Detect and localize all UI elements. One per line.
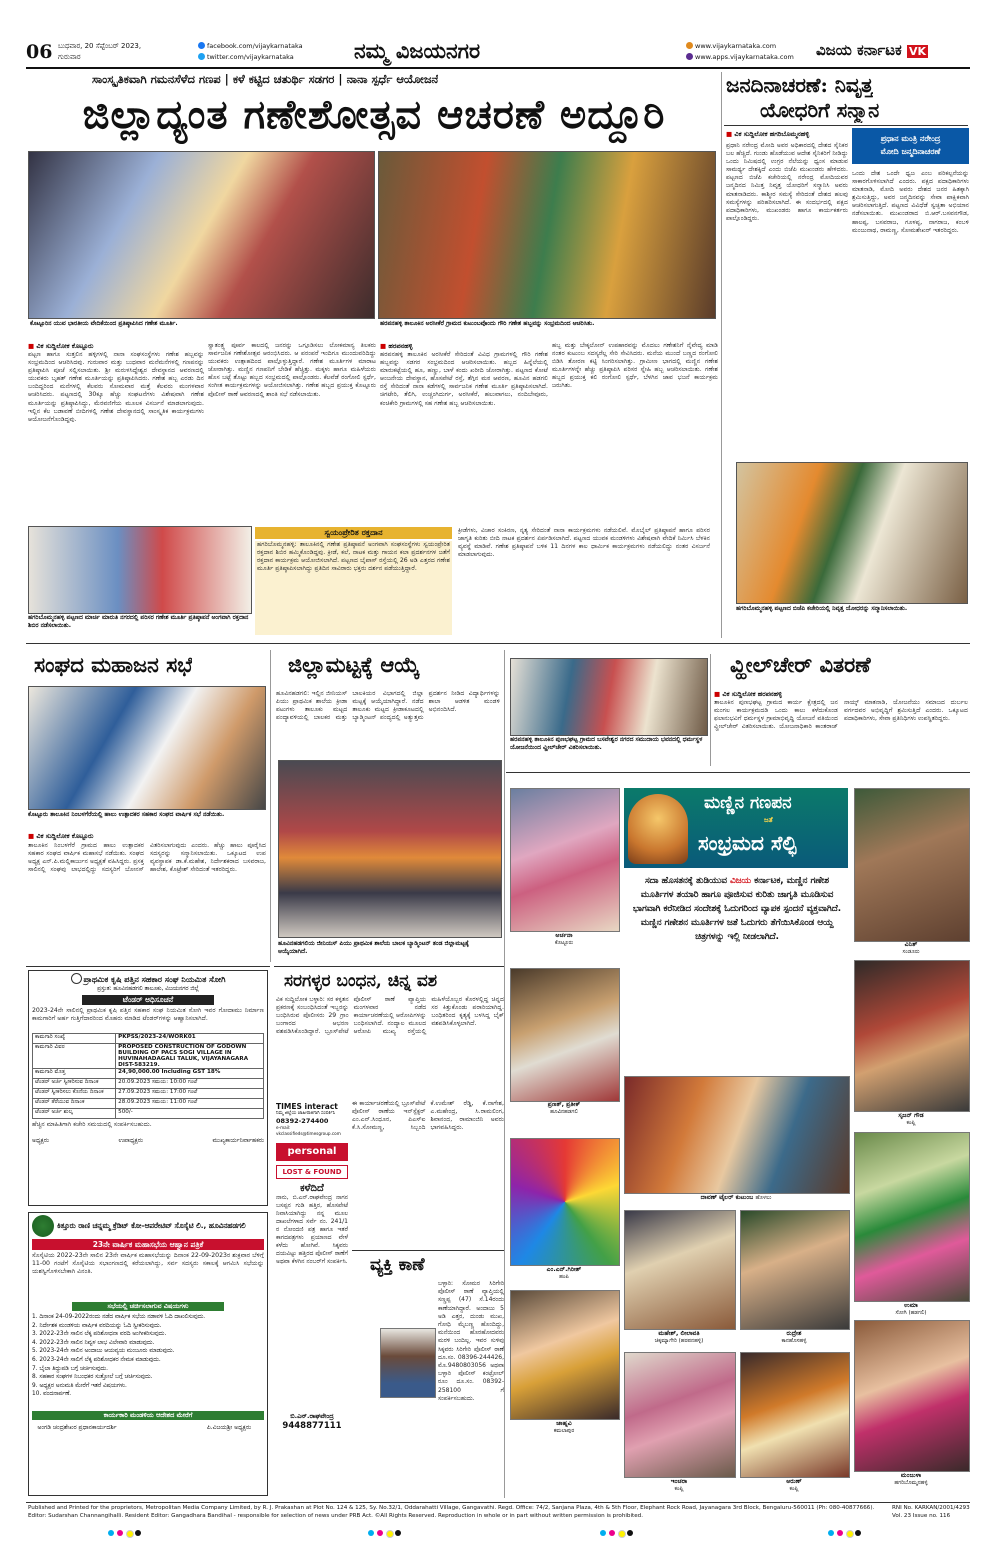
selfie-label-rudresh	[740, 1330, 848, 1345]
souharda-notice	[28, 1212, 268, 1496]
selfie-title-jate: ಜತೆ	[764, 816, 773, 824]
selfie-place: ಹೂವಿನಹಡಗಲಿ	[550, 1109, 578, 1115]
selfie-name: ದಾವಣ್ ಟೈಲರ್ ಕುಟುಂಬ	[700, 1194, 754, 1201]
masthead-rule	[26, 67, 970, 69]
lead-headline: ಜಿಲ್ಲಾದ್ಯಂತ ಗಣೇಶೋತ್ಸವ ಆಚರಣೆ ಅದ್ದೂರಿ	[82, 91, 666, 138]
column-rule-wheelchair	[710, 654, 711, 766]
twitter-url: twitter.com/vijaykarnataka	[207, 53, 294, 61]
selfie-label-uma	[854, 1302, 968, 1317]
missing-person-photo	[380, 1328, 436, 1398]
selfie-name: ರುದ್ರೇಶ	[786, 1330, 802, 1337]
cmyk-dot	[600, 1530, 606, 1536]
souharda-signatures	[32, 1424, 264, 1432]
selfie-photo-vinith	[854, 788, 970, 942]
selfie-photo-pranath	[510, 968, 620, 1102]
cmyk-dot	[108, 1530, 114, 1536]
rule-above-tender	[26, 966, 270, 967]
blood-donation-title: ಸ್ವಯಂಪ್ರೇರಿತ ರಕ್ತದಾನ	[324, 528, 383, 537]
cmyk-dot	[395, 1530, 401, 1536]
lead-body-4: ಹಬ್ಬ ಮತ್ತು ಬೇಕ್ಕಲೋನ್ ಉಪಹಾರವನ್ನು ಮೊದಲು ಗಣೇಶನಿಗೆ ನೈವೇದ್ಯ ಮಾಡಿ ನಂತರ ಕುಟುಂಬ ಸದಸ್ಯರೆಲ್ಲ ಸೇರಿ ಸೇವಿಸಿದರು. ಮನೆಯ ಮುಂದೆ ಬಣ್ಣದ ರಂಗೋಲಿ ಬಿಡಿಸಿ ತೋರಣ ಕಟ್ಟಿ ಸಿಂಗರಿಸಲಾಗಿತ್ತು. ಗ್ರಾಮೀಣ ಭಾಗದಲ್ಲಿ ಮಣ್ಣಿನ ಗಣೇಶ ಮೂರ್ತಿಗಳನ್ನೇ ಹೆಚ್ಚು ಪ್ರತಿಷ್ಠಾಪಿಸಿ ಪರಿಸರ ಸ್ನೇಹಿ ಹಬ್ಬ ಆಚರಿಸಲಾಯಿತು. ಗಣೇಶ ಹಬ್ಬದ ಪ್ರಯುಕ್ತ ಕಲಿ ರಂಗೋಲಿ ಸ್ಪರ್ಧೆ, ಬೆಳಗಿನ ಜಾವ ಭಜನೆ ಕಾರ್ಯಕ್ರಮ ಜರುಗಿತು.	[552, 342, 718, 390]
selfie-name: ಅರ್ಚನಾ	[555, 932, 573, 939]
facebook-url: facebook.com/vijaykarnataka	[207, 42, 303, 50]
selfie-label-mahesh	[624, 1330, 734, 1345]
selfie-photo-girish	[510, 1138, 620, 1266]
blood-donation-photo	[28, 526, 252, 614]
zilla-body: ಹೂವಿನಹಡಗಲಿ: ಇಲ್ಲಿನ ಜೀನಿಯಸ್ ಪಿಯು ಪ್ರಾಥಮಿಕ ಶಾಲೆಯ ಕ್ರೀಡಾ ಪಟುಗಳು ತಾಲೂಕು ಮಟ್ಟದ ಪಂದ್ಯಾವಳಿಯಲ್ಲಿ ಬಾಲಕರ ಮತ್ತು ಬಾಲಕಿಯರ ವಿಭಾಗದಲ್ಲಿ ಜಿಲ್ಲಾ ಮಟ್ಟಕ್ಕೆ ಆಯ್ಕೆಯಾಗಿದ್ದಾರೆ. ನಡೆದ ತಾಲೂಕು ಮಟ್ಟದ ಕ್ರೀಡಾಕೂಟದಲ್ಲಿ ಬ್ಯಾಡ್ಮಿಂಟನ್ ಪಂದ್ಯದಲ್ಲಿ ಅತ್ಯುತ್ತಮ ಪ್ರದರ್ಶನ ನೀಡಿದ ವಿದ್ಯಾರ್ಥಿಗಳನ್ನು ಶಾಲಾ ಆಡಳಿತ ಮಂಡಳಿ ಅಭಿನಂದಿಸಿದೆ.	[276, 690, 500, 722]
masthead	[26, 40, 970, 66]
website-link[interactable]	[686, 42, 776, 50]
tender-cell-value: 500/-	[116, 1109, 264, 1119]
missing-headline: ವ್ಯಕ್ತಿ ಕಾಣೆ	[370, 1255, 425, 1275]
souharda-intro: ಸೊಸೈಟಿಯ 2022-23ನೇ ಸಾಲಿನ 23ನೇ ವಾರ್ಷಿಕ ಮಹಾಸಭೆಯನ್ನು ದಿನಾಂಕ 22-09-2023ರ ಶುಕ್ರವಾರ ಬೆಳಿಗ್ಗೆ 11-00 ಗಂಟೆಗೆ ಸೊಸೈಟಿಯ ಸಭಾಂಗಣದಲ್ಲಿ ಕರೆಯಲಾಗಿದ್ದು, ಸರ್ವ ಸದಸ್ಯರು ಸಕಾಲಕ್ಕೆ ಆಗಮಿಸಿ ಸಭೆಯನ್ನು ಯಶಸ್ವಿಗೊಳಿಸಬೇಕಾಗಿ ವಿನಂತಿ.	[32, 1252, 264, 1276]
brand-tag: VK	[908, 45, 927, 58]
selfie-place: ಸಂಡೂರು	[902, 949, 920, 955]
selfie-name: ಉಮಾ	[904, 1302, 918, 1309]
tender-cell-value: 27.09.2023 ಸಮಯ: 17:00 ಗಂಟೆ	[116, 1089, 264, 1099]
lost-title: ಕಳೆದಿದೆ	[300, 1183, 324, 1194]
modi-box-line-2: ಮೋದಿ ಜನ್ಮದಿನಾಚರಣೆ	[880, 147, 941, 156]
souharda-org: ಕಿತ್ತೂರು ರಾಣಿ ಚನ್ನಮ್ಮ ಕ್ರೆಡಿಟ್ ಕೋ-ಆಪರೇಟಿವ್ ಸೊಸೈಟಿ ಲಿ., ಹೂವಿನಹಡಗಲಿ	[57, 1221, 246, 1230]
selfie-place: ಕಂಪ್ಲಿ	[789, 1486, 799, 1492]
tender-cell-value: PROPOSED CONSTRUCTION OF GODOWN BUILDING OF PACS SOGI VILLAGE IN HUVINAHADAGALI TALUK, VIJAYANAGARA DIST-583219.	[116, 1044, 264, 1069]
selfie-photo-mahesh	[624, 1210, 736, 1330]
right-headline-rule	[724, 125, 968, 126]
souharda-agenda-title: ಸಭೆಯಲ್ಲಿ ಚರ್ಚಿಸಲಾಗುವ ವಿಷಯಗಳು	[72, 1302, 224, 1311]
right-headline-l2: ಯೋಧರಿಗೆ ಸನ್ಮಾನ	[760, 98, 880, 122]
tender-cell-value: 24,90,000.00 Including GST 18%	[116, 1069, 264, 1079]
rule-above-missing	[352, 1250, 504, 1251]
twitter-link[interactable]	[198, 53, 294, 61]
selfie-label-archana	[510, 932, 618, 947]
modi-box-line-1: ಪ್ರಧಾನ ಮಂತ್ರಿ ನರೇಂದ್ರ	[880, 134, 941, 143]
selfie-place: ಸೋಗಿ (ಹಡಗಲಿ)	[895, 1310, 927, 1316]
tender-cell-value: 20.09.2023 ಸಮಯ: 10:00 ಗಂಟೆ	[116, 1079, 264, 1089]
lost-phone: 9448877111	[282, 1421, 342, 1431]
wheelchair-photo	[510, 658, 708, 736]
times-brand: TIMES interact	[276, 1102, 338, 1111]
lead-caption-left: ಕೊಟ್ಟೂರಿನ ಯುವ ಭಾರತೀಯ ವೇದಿಕೆಯಿಂದ ಪ್ರತಿಷ್ಠಾಪಿಸಿದ ಗಣೇಶ ಮೂರ್ತಿ.	[30, 320, 178, 327]
selfie-photo-jahnavi	[510, 1290, 620, 1420]
selfie-label-arun	[740, 1478, 848, 1493]
classifieds-panel	[276, 1102, 348, 1496]
footer-rule	[26, 1502, 970, 1503]
selfie-photo-manjula	[854, 1320, 970, 1472]
selfie-name: ಮಹೇಶ್, ಲೀಲಾವತಿ	[658, 1330, 700, 1337]
soldiers-felicitation-photo	[736, 462, 968, 604]
selfie-photo-arun	[740, 1352, 850, 1478]
tender-org	[32, 973, 264, 985]
times-phone: 08392-274400	[276, 1117, 329, 1125]
souharda-header	[32, 1215, 264, 1237]
selfie-photo-uma	[854, 1132, 970, 1302]
tender-cell-label: ಟೆಂಡರ್ ಸ್ವೀಕರಿಸಲು ಕೊನೆಯ ದಿನಾಂಕ	[33, 1089, 116, 1099]
apps-link[interactable]	[686, 53, 794, 61]
tender-cell-label: ಕಾಮಗಾರಿ ಸಂಖ್ಯೆ	[33, 1034, 116, 1044]
selfie-photo-srujan	[854, 960, 970, 1112]
lost-found-header: LOST & FOUND	[276, 1165, 348, 1179]
cmyk-dot	[618, 1530, 626, 1538]
tender-org-name: ಪ್ರಾಥಮಿಕ ಕೃಷಿ ಪತ್ತಿನ ಸಹಕಾರ ಸಂಘ ನಿಯಮಿತ ಸೋಗಿ	[83, 975, 226, 984]
blood-donation-box	[255, 527, 710, 637]
selfie-name: ಎಂ.ಎನ್.ಗಿರೀಶ್	[546, 1266, 582, 1273]
selfie-photo-rudresh	[740, 1210, 850, 1330]
selfie-photo-davan	[624, 1076, 850, 1194]
issue-date: ಬುಧವಾರ, 20 ಸೆಪ್ಟೆಂಬರ್ 2023,	[58, 42, 142, 50]
column-rule-sangha	[270, 650, 271, 962]
sangha-caption: ಕೊಟ್ಟೂರು ತಾಲೂಕಿನ ನಿಂಬಳಗೆರೆಯಲ್ಲಿ ಹಾಲು ಉತ್ಪಾದಕರ ಸಹಕಾರ ಸಂಘದ ವಾರ್ಷಿಕ ಸಭೆ ನಡೆಯಿತು.	[28, 811, 225, 818]
souharda-footer-band: ಕಾರ್ಯಕಾರಿ ಮಂಡಳಿಯ ಆದೇಶದ ಮೇರೆಗೆ	[32, 1411, 264, 1420]
ganesha-idol-graphic	[628, 794, 688, 864]
tender-cell-label: ಟೆಂಡರ್ ಅರ್ಜಿ ಸ್ವೀಕರಿಸುವ ದಿನಾಂಕ	[33, 1079, 116, 1089]
issue-day: ಗುರುವಾರ	[58, 53, 81, 61]
sangha-byline: ■ ವಿಕ ಸುದ್ದಿಲೋಕ ಕೊಟ್ಟೂರು	[28, 832, 93, 841]
cmyk-dot	[117, 1530, 123, 1536]
tender-cell-label: ಕಾಮಗಾರಿ ವಿವರ	[33, 1044, 116, 1069]
emblem-icon	[71, 973, 82, 984]
modi-box	[852, 128, 969, 164]
tender-sign-3: ಮುಖ್ಯಕಾರ್ಯನಿರ್ವಾಹಕರು	[212, 1137, 264, 1145]
personal-header: personal	[276, 1143, 348, 1161]
selfie-place: ಕಾನಹೊಸಹಳ್ಳಿ	[781, 1338, 807, 1344]
souharda-sign-2: ಪಿ.ವಿಜಯಶ್ರೀ ಅಧ್ಯಕ್ಷರು	[206, 1424, 252, 1431]
selfie-name: ಇಂಚರಾ	[670, 1478, 688, 1485]
selfie-photo-archana	[510, 788, 620, 932]
footer-editor: Editor: Sudarshan Channangihalli. Resident Editor: Gangadhara Bandihal - responsible for selection of news under PRB Act. ©All Rights Reserved. Reproduction in whole or in part without written permission is prohibited.	[28, 1513, 644, 1519]
section-title: ನಮ್ಮ ವಿಜಯನಗರ	[354, 38, 481, 63]
lost-body: ನಾನು, ಬಿ.ಎನ್.ರಾಘವೇಂದ್ರ ನಾಗನ ಬಸಪ್ಪನ ಗುಡಿ ಹತ್ತಿರ, ಹೊಸಪೇಟೆ ನಿವಾಸಿಯಾಗಿದ್ದು ನನ್ನ ಮೂಲ ದಾಖಲೆಗಳಾದ ಸರ್ವೆ ನಂ. 241/1 ರ ನೋಂದಣಿ ಪತ್ರ ಹಾಗೂ ಇತರೆ ಕಾಗದಪತ್ರಗಳು ಪ್ರಯಾಣದ ವೇಳೆ ಕಳೆದು ಹೋಗಿವೆ. ಸಿಕ್ಕವರು ದಯವಿಟ್ಟು ಹತ್ತಿರದ ಪೊಲೀಸ್ ಠಾಣೆಗೆ ಅಥವಾ ಕೆಳಗಿನ ನಂಬರ್‌ಗೆ ಸಂಪರ್ಕಿಸಿ.	[276, 1194, 348, 1265]
selfie-description	[628, 874, 846, 944]
selfie-place: ಕಂಪ್ಲಿ	[906, 1120, 916, 1126]
tender-sign-1: ಅಧ್ಯಕ್ಷರು	[32, 1137, 49, 1145]
selfie-label-manjula	[854, 1472, 968, 1487]
selfie-name: ಜಾಹ್ನವಿ	[556, 1420, 572, 1427]
right-byline: ■ ವಿಕ ಸುದ್ದಿಲೋಕ ಹಗರಿಬೊಮ್ಮನಹಳ್ಳಿ	[726, 130, 848, 139]
souharda-agenda-list	[32, 1313, 264, 1409]
tender-cell-label: ಟೆಂಡರ್ ತೆರೆಯುವ ದಿನಾಂಕ	[33, 1099, 116, 1109]
selfie-name: ವಿನಿತ್	[904, 941, 918, 948]
website-url: www.vijaykarnataka.com	[695, 42, 777, 50]
tender-notice-title: ಟೆಂಡರ್ ಅಧಿಸೂಚನೆ	[82, 995, 214, 1005]
selfie-label-inchara	[624, 1478, 734, 1493]
column-rule-right	[721, 72, 722, 638]
family-photo-arasikere	[378, 151, 716, 319]
agenda-item: 6. 2023-24ನೇ ಸಾಲಿಗೆ ಲೆಕ್ಕ ಪರಿಶೋಧಕರ ನೇಮಕ ಮಾಡುವುದು.	[32, 1356, 161, 1363]
sangha-photo	[28, 686, 266, 810]
tender-sign-2: ಉಪಾಧ್ಯಕ್ಷರು	[118, 1137, 144, 1145]
lead-kicker: ಸಾಂಸ್ಕೃತಿಕವಾಗಿ ಗಮನಸೆಳೆದ ಗಣಪ | ಕಳೆ ಕಟ್ಟಿದ ಚತುರ್ಥಿ ಸಡಗರ | ನಾನಾ ಸ್ಪರ್ಧೆ ಆಯೋಜನೆ	[92, 72, 439, 86]
facebook-icon	[198, 42, 205, 49]
tender-row	[33, 1079, 264, 1089]
apps-url: www.apps.vijaykarnataka.com	[695, 53, 794, 61]
tender-signatures	[32, 1137, 264, 1145]
lead-byline-1: ■ ವಿಕ ಸುದ್ದಿಲೋಕ ಕೊಟ್ಟೂರು	[28, 342, 204, 351]
sangha-headline: ಸಂಘದ ಮಹಾಜನ ಸಭೆ	[34, 652, 193, 677]
selfie-label-vinith	[854, 941, 968, 956]
footer-vol: Vol. 23 Issue no. 116	[892, 1513, 951, 1519]
lead-body-3: ಹರಪನಹಳ್ಳಿ ತಾಲೂಕಿನ ಅರಸೀಕೆರೆ ಸೇರಿದಂತೆ ವಿವಿಧ ಗ್ರಾಮಗಳಲ್ಲಿ ಗೌರಿ ಗಣೇಶ ಹಬ್ಬವನ್ನು ಸಡಗರ ಸಂಭ್ರಮದಿಂದ ಆಚರಿಸಲಾಯಿತು. ಹಬ್ಬದ ಹಿನ್ನೆಲೆಯಲ್ಲಿ ಮಾರುಕಟ್ಟೆಯಲ್ಲಿ ಹೂ, ಹಣ್ಣು, ಬಾಳೆ ಕಂದು ಖರೀದಿ ಜೋರಾಗಿತ್ತು. ಪಟ್ಟಣದ ಕೋಟೆ ಆಂಜನೇಯ ದೇವಸ್ಥಾನ, ಹೊಸಪೇಟೆ ರಸ್ತೆ, ತೆಗ್ಗಿನ ಮಠ ಆವರಣ, ಹೂವಿನ ಹಡಗಲಿ ರಸ್ತೆ ಸೇರಿದಂತೆ ನಾನಾ ಕಡೆಗಳಲ್ಲಿ ಸಾರ್ವಜನಿಕ ಗಣೇಶ ಮೂರ್ತಿ ಪ್ರತಿಷ್ಠಾಪಿಸಲಾಗಿದೆ. ಚಿಗಟೇರಿ, ತೆಲಿಗಿ, ಉಚ್ಚಂಗಿದುರ್ಗ, ಅರಸೀಕೆರೆ, ಹಲುವಾಗಲು, ನಂದಿಬೇವೂರು, ಕಂಚಿಕೇರಿ ಗ್ರಾಮಗಳಲ್ಲಿ ಸಹ ಗಣೇಶ ಹಬ್ಬ ಆಚರಿಸಲಾಯಿತು.	[380, 351, 548, 407]
tender-intro: 2023-24ನೇ ಸಾಲಿನಲ್ಲಿ ಪ್ರಾಥಮಿಕ ಕೃಷಿ ಪತ್ತಿನ ಸಹಕಾರ ಸಂಘ ನಿಯಮಿತ ಸೋಗಿ ಇವರ ಗೋದಾಮು ನಿರ್ಮಾಣ ಕಾಮಗಾರಿಗೆ ಅರ್ಹ ಗುತ್ತಿಗೆದಾರರಿಂದ ಮೊಹರು ಮಾಡಿದ ಟೆಂಡರ್‌ಗಳನ್ನು ಆಹ್ವಾನಿಸಲಾಗಿದೆ.	[32, 1007, 264, 1023]
souharda-logo-icon	[32, 1215, 54, 1237]
lost-name: ಬಿ.ಎನ್.ರಾಘವೇಂದ್ರ	[290, 1412, 334, 1420]
ganesha-photo-kotturu	[28, 151, 375, 319]
selfie-place: ಕಂಪ್ಲಿ	[674, 1486, 684, 1492]
agenda-item: 9. ಅಧ್ಯಕ್ಷರ ಅನುಮತಿ ಮೇರೆಗೆ ಇತರೆ ವಿಷಯಗಳು.	[32, 1382, 127, 1389]
lead-body-1: ಪಟ್ಟಣ ಹಾಗೂ ಸುತ್ತಲಿನ ಹಳ್ಳಿಗಳಲ್ಲಿ ನಾನಾ ಸಂಘಸಂಸ್ಥೆಗಳು ಗಣೇಶ ಹಬ್ಬವನ್ನು ಸಂಭ್ರಮದಿಂದ ಆಚರಿಸಿದವು. ಗುರುವಾರ ಮತ್ತು ಬುಧವಾರ ಮನೆಮನೆಗಳಲ್ಲಿ ಗಣಪನನ್ನು ಪ್ರತಿಷ್ಠಾಪಿಸಿ ಪೂಜೆ ಸಲ್ಲಿಸಲಾಯಿತು. ಶ್ರೀ ಮರುಳಸಿದ್ಧೇಶ್ವರ ದೇವಸ್ಥಾನದ ಆವರಣದಲ್ಲಿ ಯುವಕರು ಬೃಹತ್ ಗಣೇಶ ಮೂರ್ತಿಯನ್ನು ಪ್ರತಿಷ್ಠಾಪಿಸಿದರು. ಗಣೇಶ ಹಬ್ಬ ಎರಡು ದಿನ ಬಂದಿದ್ದರಿಂದ ಮನೆಗಳಲ್ಲಿ ಕೆಲವರು ಸೋಮವಾರ ಮತ್ತೆ ಕೆಲವರು ಮಂಗಳವಾರ ಆಚರಿಸಿದರು. ಪಟ್ಟಣದಲ್ಲಿ 30ಕ್ಕೂ ಹೆಚ್ಚು ಸಂಘಟನೆಗಳು ವಿಶೇಷವಾಗಿ ಗಣೇಶ ಮೂರ್ತಿಯನ್ನು ಪ್ರತಿಷ್ಠಾಪಿಸಿದ್ದು, ಮೆರವಣಿಗೆಯ ಮೂಲಕ ವಿಸರ್ಜನೆ ಮಾಡಲಾಗುವುದು. ಇಲ್ಲಿನ ಕೆಲ ಬಡಾವಣೆ ಬೀದಿಗಳಲ್ಲಿ ಗಣೇಶ ದೇವಸ್ಥಾನದಲ್ಲಿ ಸಾಂಸ್ಕೃತಿಕ ಕಾರ್ಯಕ್ರಮಗಳು ಆಯೋಜನೆಗೊಂಡಿದ್ದವು.	[28, 351, 204, 423]
agenda-item: 8. ಸಹಕಾರ ಸಂಘಗಳ ನಿಬಂಧಕರ ಸುತ್ತೋಲೆ ಬಗ್ಗೆ ಚರ್ಚಿಸುವುದು.	[32, 1374, 153, 1381]
tender-footer: ಹೆಚ್ಚಿನ ಮಾಹಿತಿಗಾಗಿ ಕಚೇರಿ ಸಮಯದಲ್ಲಿ ಸಂಪರ್ಕಿಸಬಹುದು.	[32, 1121, 152, 1128]
cmyk-dot	[828, 1530, 834, 1536]
lead-body-2: ಸ್ವಾತಂತ್ರ್ಯ ಪೂರ್ವ ಕಾಲದಲ್ಲಿ ಜನರನ್ನು ಒಗ್ಗೂಡಿಸಲು ಲೋಕಮಾನ್ಯ ತಿಲಕರು ಸಾರ್ವಜನಿಕ ಗಣೇಶೋತ್ಸವ ಆರಂಭಿಸಿದರು. ಆ ಪರಂಪರೆ ಇಂದಿಗೂ ಮುಂದುವರಿದಿದ್ದು ಯುವಕರು ಉತ್ಸಾಹದಿಂದ ಪಾಲ್ಗೊಳ್ಳುತ್ತಿದ್ದಾರೆ. ಗಣೇಶ ಮೂರ್ತಿಗಳ ಮಾರಾಟ ಜೋರಾಗಿತ್ತು. ಮಣ್ಣಿನ ಗಣಪನಿಗೆ ಬೇಡಿಕೆ ಹೆಚ್ಚಿತ್ತು. ಮಕ್ಕಳು ಹಾಗೂ ಮಹಿಳೆಯರು ಹೊಸ ಬಟ್ಟೆ ತೊಟ್ಟು ಹಬ್ಬದ ಸಂಭ್ರಮದಲ್ಲಿ ಪಾಲ್ಗೊಂಡರು. ಕೆಲವೆಡೆ ರಂಗೋಲಿ ಸ್ಪರ್ಧೆ, ಸಂಗೀತ ಕಾರ್ಯಕ್ರಮಗಳನ್ನು ಆಯೋಜಿಸಲಾಗಿತ್ತು. ಗಣೇಶ ಹಬ್ಬದ ಪ್ರಯುಕ್ತ ಕೊಟ್ಟೂರು ಪೊಲೀಸ್ ಠಾಣೆ ಆವರಣದಲ್ಲಿ ಶಾಂತಿ ಸಭೆ ನಡೆಸಲಾಯಿತು.	[208, 342, 376, 398]
tender-cell-label: ಟೆಂಡರ್ ಅರ್ಜಿ ಶುಲ್ಕ	[33, 1109, 116, 1119]
selfie-label-jahnavi	[510, 1420, 618, 1435]
sarakalla-headline: ಸರಗಳ್ಳರ ಬಂಧನ, ಚಿನ್ನ ವಶ	[284, 971, 438, 991]
footer-rni: RNI No. KARKAN/2001/4293	[892, 1505, 970, 1511]
agenda-item: 7. ಬೈಲಾ ತಿದ್ದುಪಡಿ ಬಗ್ಗೆ ಚರ್ಚಿಸುವುದು.	[32, 1365, 108, 1372]
times-sub: ನಿಮ್ಮ ಜಿಲ್ಲೆಯ ಜಾಹೀರಾತಿಗಾಗಿ ಸಂಪರ್ಕಿಸಿ	[276, 1111, 336, 1116]
selfie-label-srujan	[854, 1112, 968, 1127]
sarakalla-body-1: ವಿಕ ಸುದ್ದಿಲೋಕ ಬಳ್ಳಾರಿ: ಸರ ಕಳ್ಳತನ ಪ್ರಕರಣಕ್ಕೆ ಸಂಬಂಧಿಸಿದಂತೆ ಇಬ್ಬರನ್ನು ಬಂಧಿಸಿರುವ ಪೊಲೀಸರು 29 ಗ್ರಾಂ ಬಂಗಾರದ ಆಭರಣ ವಶಪಡಿಸಿಕೊಂಡಿದ್ದಾರೆ. ಬ್ರೂಸ್‌ಪೇಟೆ ಪೊಲೀಸ್ ಠಾಣೆ ವ್ಯಾಪ್ತಿಯ ಮಂಗಳವಾರ ನಡೆದ ಕಾರ್ಯಾಚರಣೆಯಲ್ಲಿ ಆರೋಪಿಗಳನ್ನು ಬಂಧಿಸಲಾಗಿದೆ. ನಂದ್ಯಾಲ ಮೂಲದ ಆರೋಪಿ ಮುಖ್ಯ ರಸ್ತೆಯಲ್ಲಿ ಮಹಿಳೆಯೊಬ್ಬರ ಕೊರಳಲ್ಲಿದ್ದ ಚಿನ್ನದ ಸರ ಕಿತ್ತುಕೊಂಡು ಪರಾರಿಯಾಗಿದ್ದ. ಬಂಧಿತರಿಂದ ಕೃತ್ಯಕ್ಕೆ ಬಳಸಿದ್ದ ಬೈಕ್ ವಶಪಡಿಸಿಕೊಳ್ಳಲಾಗಿದೆ.	[276, 996, 504, 1036]
blood-donation-body-2: ಕ್ರೀಡೆಗಳು, ವಿಚಾರ ಸಂಕಿರಣ, ನೃತ್ಯ ಸೇರಿದಂತೆ ನಾನಾ ಕಾರ್ಯಕ್ರಮಗಳು ನಡೆಯಲಿವೆ. ಮೊಬೈಲ್ ಪ್ರತಿಷ್ಠಾಪನೆ ಹಾಗೂ ಪರಿಸರ ಜಾಗೃತಿ ಕುರಿತು ಬೀದಿ ನಾಟಕ ಪ್ರದರ್ಶನ ಏರ್ಪಡಿಸಲಾಗಿದೆ. ಪಟ್ಟಣದ ಯುವಕ ಮಂಡಳಿಗಳು ವಿಶೇಷವಾಗಿ ವೇದಿಕೆ ನಿರ್ಮಿಸಿ ಬೆಳಕಿನ ವ್ಯವಸ್ಥೆ ಮಾಡಿವೆ. ಗಣೇಶ ಪ್ರತಿಷ್ಠಾಪನೆ ಬಳಿಕ 11 ದಿನಗಳ ಕಾಲ ಧಾರ್ಮಿಕ ಕಾರ್ಯಕ್ರಮಗಳು ನಡೆಯಲಿದ್ದು ನಂತರ ವಿಸರ್ಜನೆ ಮಾಡಲಾಗುವುದು.	[458, 527, 710, 559]
tender-row	[33, 1089, 264, 1099]
section-rule-1	[26, 643, 970, 644]
wheelchair-caption: ಹರಪನಹಳ್ಳಿ ತಾಲೂಕಿನ ಪುಣಭಘಟ್ಟ ಗ್ರಾಮದ ಬಸವೇಶ್ವರ ನಗರದ ಸಮುದಾಯ ಭವನದಲ್ಲಿ ಧರ್ಮಸ್ಥಳ ಯೋಜನೆಯಿಂದ ವ್ಹೀಲ್‌ಚೇರ್ ವಿತರಿಸಲಾಯಿತು.	[510, 736, 703, 751]
wheelchair-headline: ವ್ಹೀಲ್‌ಚೇರ್ ವಿತರಣೆ	[730, 652, 871, 677]
blood-donation-body-1: ಹಗರಿಬೊಮ್ಮನಹಳ್ಳಿ: ತಾಲೂಕಿನಲ್ಲಿ ಗಣೇಶ ಪ್ರತಿಷ್ಠಾಪನೆ ಅಂಗವಾಗಿ ಸಂಘಸಂಸ್ಥೆಗಳು ಸ್ವಯಂಪ್ರೇರಿತ ರಕ್ತದಾನ ಶಿಬಿರ ಹಮ್ಮಿಕೊಂಡಿದ್ದವು. ಕ್ರೀಡೆ, ಕಲೆ, ನಾಟಕ ಮತ್ತು ಗಾಯನ ಕಲಾ ಪ್ರದರ್ಶನಗಳ ಜತೆಗೆ ರಕ್ತದಾನ ಕಾರ್ಯಕ್ರಮ ಆಯೋಜಿಸಲಾಗಿದೆ. ಪಟ್ಟಣದ ಬೈಪಾಸ್ ರಸ್ತೆಯಲ್ಲಿ 26 ಅಡಿ ಎತ್ತರದ ಗಣೇಶ ಮೂರ್ತಿ ಪ್ರತಿಷ್ಠಾಪಿಸಲಾಗಿದ್ದು ಪ್ರತಿದಿನ ಸಾವಿರಾರು ಭಕ್ತರು ದರ್ಶನ ಪಡೆಯುತ್ತಿದ್ದಾರೆ.	[255, 541, 452, 635]
badminton-team-photo	[278, 760, 502, 938]
apps-icon	[686, 53, 693, 60]
tender-sub: ಪ್ರಸ್ತುತ: ಹೂವಿನಹಡಗಲಿ ತಾಲೂಕು, ವಿಜಯನಗರ ಜಿಲ್ಲೆ	[97, 986, 199, 992]
brand-name: ವಿಜಯ ಕರ್ನಾಟಕ	[816, 41, 902, 59]
tender-cell-label: ಕಾಮಗಾರಿ ಮೊತ್ತ	[33, 1069, 116, 1079]
selfie-title-2: ಸಂಭ್ರಮದ ಸೆಲ್ಫಿ	[698, 831, 797, 855]
selfie-label-pranath	[510, 1101, 618, 1116]
tender-row	[33, 1044, 264, 1069]
tender-cell-value: PKPSS/2023-24/WORK01	[116, 1034, 264, 1044]
tender-notice	[28, 970, 268, 1206]
cmyk-dot	[126, 1530, 134, 1538]
selfie-place: ಚಿಕ್ಕಮ್ಯಾಗೇರಿ (ಹರಪನಹಳ್ಳಿ)	[654, 1338, 704, 1344]
tender-cell-value: 28.09.2023 ಸಮಯ: 11:00 ಗಂಟೆ	[116, 1099, 264, 1109]
zilla-headline: ಜಿಲ್ಲಾಮಟ್ಟಕ್ಕೆ ಆಯ್ಕೆ	[288, 652, 420, 677]
rule-above-selfie	[506, 772, 970, 773]
cmyk-dot	[368, 1530, 374, 1536]
cmyk-dot	[386, 1530, 394, 1538]
cmyk-dot	[846, 1530, 854, 1538]
tender-row	[33, 1034, 264, 1044]
selfie-desc-rest: ಕರ್ನಾಟಕ, ಮಣ್ಣಿನ ಗಣೇಶ ಮೂರ್ತಿಗಳ ತಯಾರಿ ಹಾಗೂ ಪೂಜಿಸುವ ಕುರಿತು ಜಾಗೃತಿ ಮೂಡಿಸುವ ಭಾಗವಾಗಿ ಕರೆನೀಡಿದ ಸಂದೇಶಕ್ಕೆ ಓದುಗರಿಂದ ವ್ಯಾಪಕ ಸ್ಪಂದನೆ ವ್ಯಕ್ತವಾಗಿದೆ. ಮಣ್ಣಿನ ಗಣೇಶನ ಮೂರ್ತಿಗಳ ಜತೆ ಓದುಗರು ತೆಗೆಯಿಸಿಕೊಂಡ ಆಯ್ದ ಚಿತ್ರಗಳನ್ನು ಇಲ್ಲಿ ನೀಡಲಾಗಿದೆ.	[632, 876, 842, 942]
right-body-1: ಪ್ರಧಾನಿ ನರೇಂದ್ರ ಮೋದಿ ಅವರ ಅಧಿಕಾರದಲ್ಲಿ ದೇಶದ ಸೈನಿಕರ ಬಲ ಹೆಚ್ಚಿದೆ. ಗುಂಡು ಹೊಡೆಯುವ ಆದೇಶ ಸೈನಿಕರಿಗೆ ನೀಡಿದ್ದು ಒಂದು ನಿಮಿಷದಲ್ಲಿ ಉಗ್ರರ ನೆಲೆಯನ್ನು ಧ್ವಂಸ ಮಾಡುವ ಸಾಮರ್ಥ್ಯ ದೇಶಕ್ಕಿದೆ ಎಂದು ಬಿಜೆಪಿ ಮುಖಂಡರು ಹೇಳಿದರು. ಪಟ್ಟಣದ ಬಿಜೆಪಿ ಕಚೇರಿಯಲ್ಲಿ ನರೇಂದ್ರ ಮೋದಿಯವರ ಜನ್ಮದಿನದ ನಿಮಿತ್ತ ನಿವೃತ್ತ ಯೋಧರಿಗೆ ಸನ್ಮಾನಿಸಿ ಅವರು ಮಾತನಾಡಿದರು. ಕಾಶ್ಮೀರ ಸಮಸ್ಯೆ ಸೇರಿದಂತೆ ದೇಶದ ಹಲವು ಸಮಸ್ಯೆಗಳನ್ನು ಪರಿಹರಿಸಲಾಗಿದೆ. ಈ ಸಂದರ್ಭದಲ್ಲಿ ಪಕ್ಷದ ಪದಾಧಿಕಾರಿಗಳು, ಮುಖಂಡರು ಹಾಗೂ ಕಾರ್ಯಕರ್ತರು ಪಾಲ್ಗೊಂಡಿದ್ದರು.	[726, 142, 848, 222]
selfie-place: ಹಗರಿಬೊಮ್ಮನಹಳ್ಳಿ	[894, 1480, 928, 1486]
wheelchair-body: ತಾಲೂಕಿನ ಪುಣಭಘಟ್ಟ ಗ್ರಾಮದ ಕಾರ್ಯ ಕ್ಷೇತ್ರದಲ್ಲಿ ಜನ ಮಂಗಲ ಕಾರ್ಯಕ್ರಮದಡಿ ಒಂದು ಕಾಲು ಕಳೆದುಕೊಂಡ ಫಲಾನುಭವಿಗೆ ಧರ್ಮಸ್ಥಳ ಗ್ರಾಮಾಭಿವೃದ್ಧಿ ಯೋಜನೆ ವತಿಯಿಂದ ವ್ಹೀಲ್‌ಚೇರ್ ವಿತರಿಸಲಾಯಿತು. ಯೋಜನಾಧಿಕಾರಿ ಕಾಂತರಾಜ್ ನಾಯ್ಕ್ ಮಾತನಾಡಿ, ಯೋಜನೆಯು ಸಮಾಜದ ದುರ್ಬಲ ವರ್ಗದವರ ಅಭಿವೃದ್ಧಿಗೆ ಶ್ರಮಿಸುತ್ತಿದೆ ಎಂದರು. ಒಕ್ಕೂಟದ ಪದಾಧಿಕಾರಿಗಳು, ಸೇವಾ ಪ್ರತಿನಿಧಿಗಳು ಉಪಸ್ಥಿತರಿದ್ದರು.	[714, 699, 968, 731]
agenda-item: 2. ನಿರ್ದೇಶಕ ಮಂಡಳಿಯ ವಾರ್ಷಿಕ ವರದಿಯನ್ನು ಓದಿ ಸ್ವೀಕರಿಸುವುದು.	[32, 1322, 162, 1329]
cmyk-dot	[135, 1530, 141, 1536]
selfie-place: ಕೊಟ್ಟೂರು	[554, 940, 574, 946]
souharda-sign-1: ಅಂಗಡಿ ಚಂದ್ರಶೇಖರ ಪ್ರಧಾನಕಾರ್ಯದರ್ಶಿ	[37, 1424, 117, 1431]
selfie-place: ಹಂಪಿ	[559, 1274, 569, 1280]
brand-logo	[816, 41, 928, 59]
right-body-2: ಒಂದು ದೇಶ ಒಂದೇ ಧ್ವಜ ಎಂಬ ಪರಿಕಲ್ಪನೆಯನ್ನು ಸಾಕಾರಗೊಳಿಸಲಾಗಿದೆ ಎಂದರು. ಪಕ್ಷದ ಪದಾಧಿಕಾರಿಗಳು ಮಾತನಾಡಿ, ಮೋದಿ ಅವರು ದೇಶದ ಜನರ ಹಿತಕ್ಕಾಗಿ ಶ್ರಮಿಸುತ್ತಿದ್ದು, ಅವರ ಜನ್ಮದಿನವನ್ನು ಸೇವಾ ಪಾಕ್ಷಿಕವಾಗಿ ಆಚರಿಸಲಾಗುತ್ತಿದೆ. ಪಟ್ಟಣದ ವಿವಿಧೆಡೆ ಸ್ವಚ್ಛತಾ ಅಭಿಯಾನ ನಡೆಸಲಾಯಿತು. ಮುಖಂಡರಾದ ಬಿ.ಆರ್.ಬಸವನಗೌಡ, ಹಾಲಪ್ಪ, ಬಸವರಾಜ, ಗೂಳಪ್ಪ, ನಾಗರಾಜ, ಕಂಬಳಿ ಮಂಜುನಾಥ, ರಾಮಣ್ಣ, ಸೋಮಶೇಖರ್ ಇತರರಿದ್ದರು.	[852, 170, 969, 234]
cmyk-dot	[609, 1530, 615, 1536]
column-rule-feature	[504, 776, 505, 1498]
lead-caption-right: ಹರಪನಹಳ್ಳಿ ತಾಲೂಕಿನ ಅರಸೀಕೆರೆ ಗ್ರಾಮದ ಕುಟುಂಬವೊಂದು ಗೌರಿ ಗಣೇಶ ಹಬ್ಬವನ್ನು ಸಂಭ್ರಮದಿಂದ ಆಚರಿಸಿತು.	[380, 320, 595, 327]
agenda-item: 5. 2023-24ನೇ ಸಾಲಿನ ಅಂದಾಜು ಆಯವ್ಯಯ ಮಂಜೂರು ಮಾಡುವುದು.	[32, 1348, 175, 1355]
sangha-body: ತಾಲೂಕಿನ ನಿಂಬಳಗೆರೆ ಗ್ರಾಮದ ಹಾಲು ಉತ್ಪಾದಕರ ಸಹಕಾರ ಸಂಘದ ವಾರ್ಷಿಕ ಮಹಾಸಭೆ ನಡೆಯಿತು. ಸಂಘದ ಅಧ್ಯಕ್ಷ ಎನ್.ಪಿ.ಮಲ್ಲಿಕಾರ್ಜುನ ಅಧ್ಯಕ್ಷತೆ ವಹಿಸಿದ್ದರು. ಪ್ರಸಕ್ತ ಸಾಲಿನಲ್ಲಿ ಸಂಘವು ಲಾಭದಲ್ಲಿದ್ದು ಸದಸ್ಯರಿಗೆ ಬೋನಸ್ ವಿತರಿಸಲಾಗುವುದು ಎಂದರು. ಹೆಚ್ಚು ಹಾಲು ಪೂರೈಸಿದ ಸದಸ್ಯರನ್ನು ಸನ್ಮಾನಿಸಲಾಯಿತು. ಒಕ್ಕೂಟದ ಉಪ ವ್ಯವಸ್ಥಾಪಕ ಡಾ.ಕೆ.ಮಹೇಶ, ನಿರ್ದೇಶಕರಾದ ಬಸವರಾಜ, ಹಾಲೇಶ, ಕೊಟ್ರೇಶ್ ಸೇರಿದಂತೆ ಇತರರಿದ್ದರು.	[28, 842, 266, 874]
selfie-feature-panel	[624, 788, 848, 956]
sarakalla-body-2: ಈ ಕಾರ್ಯಾಚರಣೆಯಲ್ಲಿ ಬ್ರೂಸ್‌ಪೇಟೆ ಪೊಲೀಸ್ ಠಾಣೆಯ ಇನ್‌ಸ್ಪೆಕ್ಟರ್ ಎಂ.ಎನ್.ಸಿಂಧೂರ, ಪಿಎಸ್‌ಐ ಕೆ.ಸಿ.ಸೋಮಣ್ಣ, ಸಿಬ್ಬಂದಿ ಕೆ.ಉಮೇಶ್ ರೆಡ್ಡಿ, ಕೆ.ನಾಗೇಶ, ಎ.ಮಹೇಂದ್ರ, ಸಿ.ರಾಮಲಿಂಗ, ಶಿವಾನಂದ, ರಾಮಾಂಜಿನಿ ಅವರು ಭಾಗವಹಿಸಿದ್ದರು.	[352, 1100, 504, 1132]
selfie-label-girish	[510, 1266, 618, 1281]
cmyk-dot	[627, 1530, 633, 1536]
wheelchair-byline: ■ ವಿಕ ಸುದ್ದಿಲೋಕ ಹರಪನಹಳ್ಳಿ	[714, 690, 782, 699]
rule-above-sarakalla	[274, 966, 504, 967]
twitter-icon	[198, 53, 205, 60]
missing-body: ಬಳ್ಳಾರಿ: ಸೋಮರ ಸಿರಿಗೇರಿ ಪೊಲೀಸ್ ಠಾಣೆ ವ್ಯಾಪ್ತಿಯಲ್ಲಿ ಸಣ್ಣಪ್ಪ (47) ಸೆ.14ರಂದು ಕಾಣೆಯಾಗಿದ್ದಾರೆ. ಅಂದಾಜು 5 ಅಡಿ ಎತ್ತರ, ದುಂಡು ಮುಖ, ಗೋಧಿ ಮೈಬಣ್ಣ ಹೊಂದಿದ್ದು, ಮನೆಯಿಂದ ಹೊರಹೋದವರು ಮರಳಿ ಬಂದಿಲ್ಲ. ಇವರ ಸುಳಿವು ಸಿಕ್ಕವರು ಸಿರಿಗೇರಿ ಪೊಲೀಸ್ ಠಾಣೆ ದೂ.ಸಂ. 08396-244426, ಮೊ.9480803056 ಅಥವಾ ಬಳ್ಳಾರಿ ಪೊಲೀಸ್ ಕಂಟ್ರೋಲ್ ರೂಂ ದೂ.ಸಂ. 08392-258100 ಗೆ ಸಂಪರ್ಕಿಸಬಹುದು.	[438, 1280, 504, 1402]
blood-donation-caption: ಹಗರಿಬೊಮ್ಮನಹಳ್ಳಿ ಪಟ್ಟಣದ ಮಾರ್ಚಿ ಮಾರುತಿ ನಗರದಲ್ಲಿ ಪರಿಸರ ಗಣೇಶ ಮೂರ್ತಿ ಪ್ರತಿಷ್ಠಾಪನೆ ಅಂಗವಾಗಿ ರಕ್ತದಾನ ಶಿಬಿರ ನಡೆಸಲಾಯಿತು.	[28, 614, 249, 629]
selfie-name: ಪ್ರಣತ್, ಪ್ರತೀಕ್	[547, 1101, 581, 1108]
facebook-link[interactable]	[198, 42, 303, 50]
selfie-title-1: ಮಣ್ಣಿನ ಗಣಪನ	[704, 793, 792, 813]
selfie-place: ಹೊಳಲು	[755, 1195, 772, 1201]
right-caption: ಹಗರಿಬೊಮ್ಮನಹಳ್ಳಿ ಪಟ್ಟಣದ ಬಿಜೆಪಿ ಕಚೇರಿಯಲ್ಲಿ ನಿವೃತ್ತ ಯೋಧರನ್ನು ಸನ್ಮಾನಿಸಲಾಯಿತು.	[736, 605, 908, 612]
selfie-desc-pre: ಸದಾ ಹೊಸತನಕ್ಕೆ ತುಡಿಯುವ	[645, 876, 727, 886]
selfie-desc-brand: ವಿಜಯ	[729, 876, 751, 886]
footer-imprint: Published and Printed for the proprietors, Metropolitan Media Company Limited, by R. J. Prakashan at Plot No. 124 & 125, Sy. No.32/1, Oddarahatti Village, Gangavathi. Regd. Office: 74/2, Sanjana Plaza, 4th & 5th Floor, Elephant Rock Road, Jayanagara 3rd Block, Bengaluru-560011 (Ph: 080-40877666).	[28, 1505, 875, 1511]
lead-byline-2: ■ ಹರಪನಹಳ್ಳಿ	[380, 342, 413, 351]
times-email: e-mail: vkclassifieds@timesgroup.com	[276, 1125, 341, 1136]
agenda-item: 10. ವಂದನಾರ್ಪಣೆ.	[32, 1391, 72, 1398]
agenda-item: 1. ದಿನಾಂಕ 24-09-2022ರಂದು ನಡೆದ ವಾರ್ಷಿಕ ಸಭೆಯ ನಡಾವಳಿ ಓದಿ ದಾಖಲಿಸುವುದು.	[32, 1314, 206, 1320]
selfie-label-davan	[624, 1194, 848, 1202]
selfie-name: ಅರುಣ್	[786, 1478, 802, 1485]
agenda-item: 4. 2022-23ನೇ ಸಾಲಿನ ನಿವ್ವಳ ಲಾಭ ವಿಲೇವಾರಿ ಮಾಡುವುದು.	[32, 1339, 155, 1346]
times-interact-logo	[276, 1102, 348, 1111]
selfie-place: ಕಮಲಾಪುರ	[553, 1428, 575, 1434]
selfie-photo-inchara	[624, 1352, 736, 1478]
cmyk-dot	[837, 1530, 843, 1536]
tender-row	[33, 1069, 264, 1079]
tender-row	[33, 1109, 264, 1119]
page-number: 06	[26, 41, 53, 63]
zilla-caption: ಹೂವಿನಹಡಗಲಿಯ ಜೀನಿಯಸ್ ಪಿಯು ಪ್ರಾಥಮಿಕ ಶಾಲೆಯ ಬಾಲಕ ಬ್ಯಾಡ್ಮಿಂಟನ್ ತಂಡ ಜಿಲ್ಲಾಮಟ್ಟಕ್ಕೆ ಆಯ್ಕೆಯಾಗಿದೆ.	[278, 940, 469, 955]
agenda-item: 3. 2022-23ನೇ ಸಾಲಿನ ಲೆಕ್ಕ ಪರಿಶೋಧನಾ ವರದಿ ಅಂಗೀಕರಿಸುವುದು.	[32, 1331, 167, 1338]
tender-row	[33, 1099, 264, 1109]
selfie-name: ಮಂಜುಳಾ	[900, 1472, 922, 1479]
selfie-name: ಸೃಜನ್ ಗೌಡ	[898, 1112, 924, 1119]
cmyk-dot	[855, 1530, 861, 1536]
cmyk-dot	[377, 1530, 383, 1536]
tender-table	[32, 1033, 264, 1119]
souharda-banner: 23ನೇ ವಾರ್ಷಿಕ ಮಹಾಸಭೆಯ ಆಹ್ವಾನ ಪತ್ರಿಕೆ	[32, 1239, 264, 1250]
globe-icon	[686, 42, 693, 49]
right-headline-l1: ಜನದಿನಾಚರಣೆ: ನಿವೃತ್ತ	[726, 73, 874, 97]
